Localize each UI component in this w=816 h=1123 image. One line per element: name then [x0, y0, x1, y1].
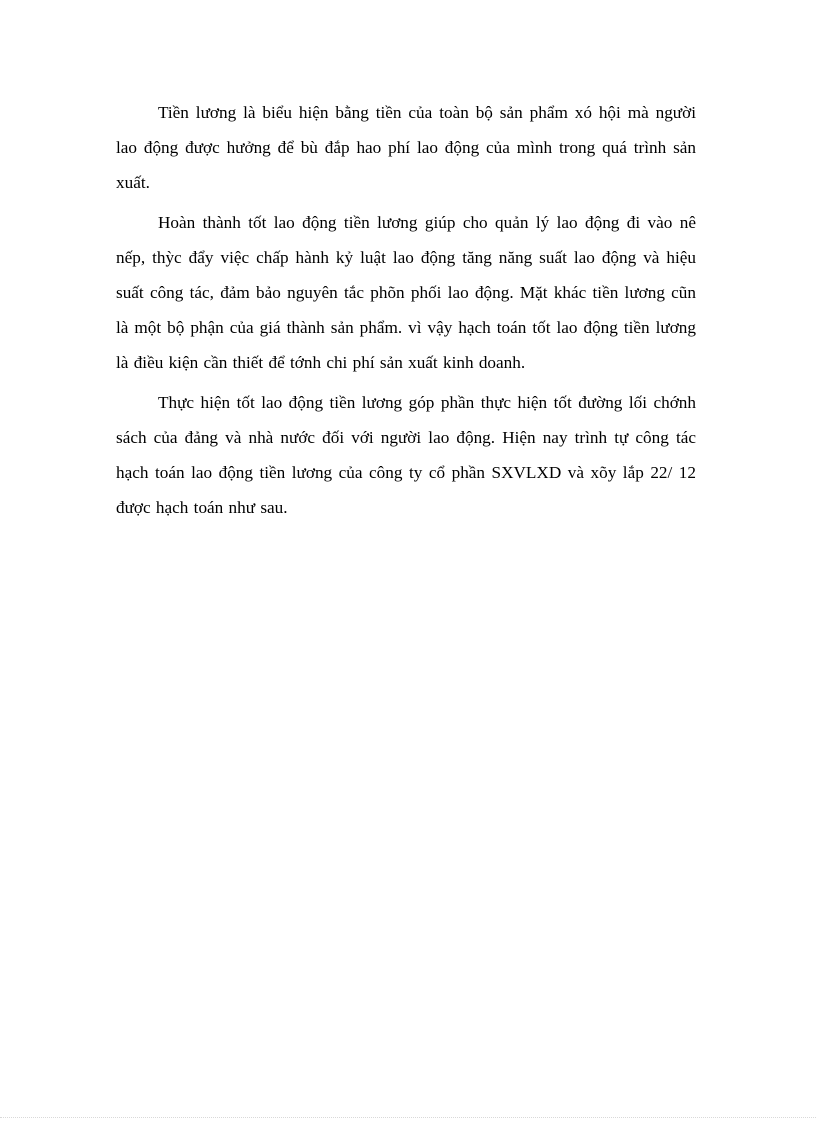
paragraph-1: Tiền lương là biểu hiện bằng tiền của toàn bộ sản phẩm xó hội mà người lao động được hưởng để bù đắp hao phí lao động của mình trong quá trình sản xuất. — [116, 103, 696, 192]
page-bottom-divider — [0, 1117, 816, 1118]
paragraph-2: Hoàn thành tốt lao động tiền lương giúp cho quản lý lao động đi vào nê nếp, thỳc đẩy việc chấp hành kỷ luật lao động tăng năng suất lao động và hiệu suất công tác, đảm bảo nguyên tắc phõn phối lao động. Mặt khác tiền lương cũn là một bộ phận của giá thành sản phẩm. vì vậy hạch toán tốt lao động tiền lương là điều kiện cần thiết để tớnh chi phí sản xuất kinh doanh. — [116, 213, 696, 372]
document-body — [116, 96, 696, 532]
paragraph-3: Thực hiện tốt lao động tiền lương góp phần thực hiện tốt đường lối chớnh sách của đảng và nhà nước đối với người lao động. Hiện nay trình tự công tác hạch toán lao động tiền lương của công ty cổ phần SXVLXD và xõy lắp 22/ 12 được hạch toán như sau. — [116, 393, 696, 517]
